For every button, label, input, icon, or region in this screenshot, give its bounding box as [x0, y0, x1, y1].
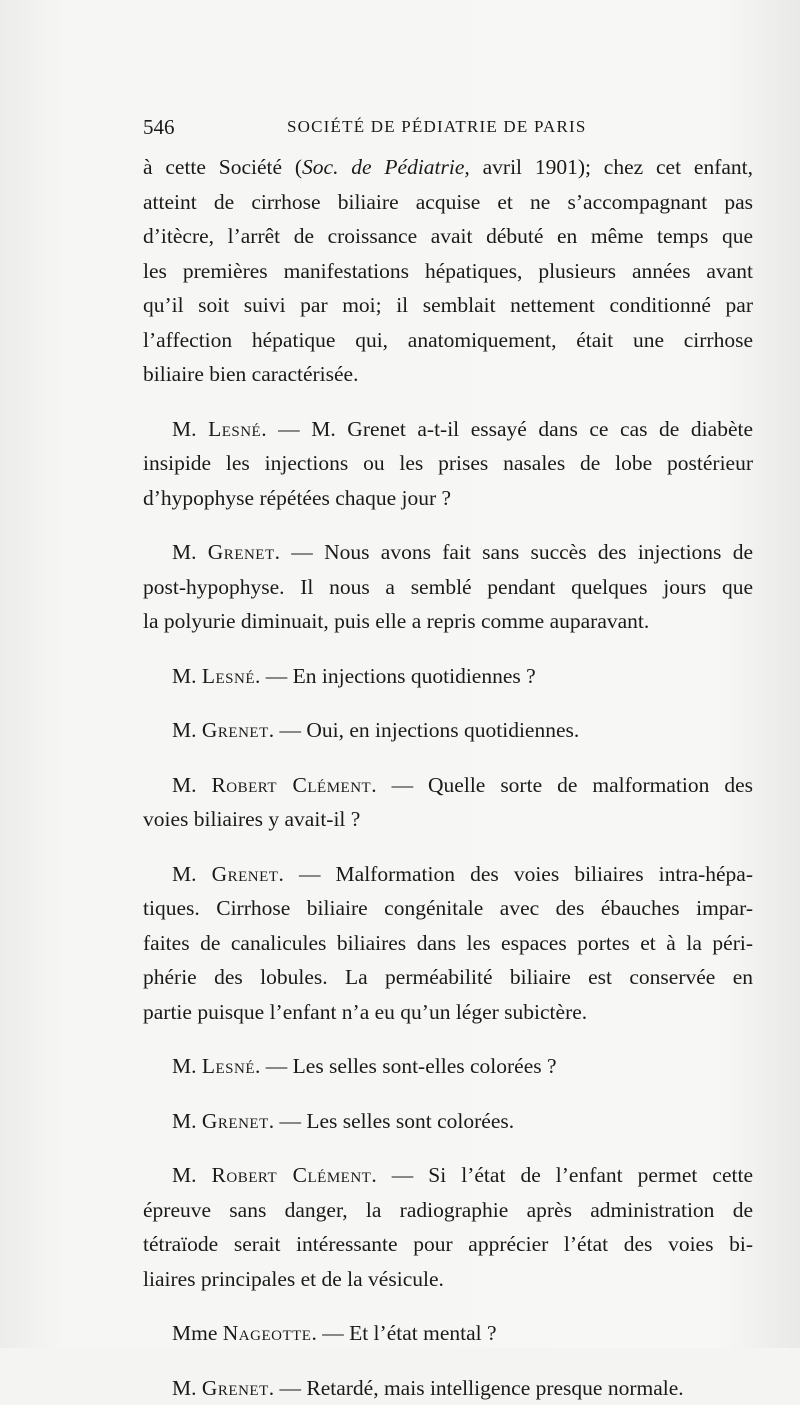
speaker-prefix: M. — [172, 417, 208, 441]
dialogue-paragraph — [143, 1049, 753, 1084]
text-segment: d’itècre, l’arrêt de croissance avait débuté en même temps que — [143, 224, 753, 248]
text-segment: biliaire bien caractérisée. — [143, 362, 358, 386]
speaker-prefix: M. — [172, 862, 212, 886]
text-line — [143, 960, 753, 995]
text-line — [143, 1371, 753, 1405]
dialogue-paragraph — [143, 535, 753, 639]
text-segment: l’affection hépatique qui, anatomiquement, était une cirrhose — [143, 328, 753, 352]
text-segment: . — Les selles sont colorées. — [269, 1109, 514, 1133]
text-segment: phérie des lobules. La perméabilité biliaire est conservée en — [143, 965, 753, 989]
text-line — [143, 926, 753, 961]
text-segment: . — Et l’état mental ? — [311, 1321, 496, 1345]
text-line — [143, 1262, 753, 1297]
dialogue-paragraph — [143, 768, 753, 837]
text-segment: . — Malformation des voies biliaires intra-hépa- — [278, 862, 753, 886]
text-segment: atteint de cirrhose biliaire acquise et ne s’accompagnant pas — [143, 190, 753, 214]
text-segment: . — Retardé, mais intelligence presque normale. — [269, 1376, 684, 1400]
text-segment: . — Nous avons fait sans succès des injections de — [275, 540, 753, 564]
text-line — [143, 150, 753, 185]
speaker-name: Grenet — [202, 1109, 269, 1133]
speaker-name: Grenet — [202, 1376, 269, 1400]
text-segment: partie puisque l’enfant n’a eu qu’un léger subictère. — [143, 1000, 587, 1024]
text-segment: tétraïode serait intéressante pour apprécier l’état des voies bi- — [143, 1232, 753, 1256]
speaker-prefix: M. — [172, 1376, 202, 1400]
text-segment: post-hypophyse. Il nous a semblé pendant quelques jours que — [143, 575, 753, 599]
text-segment: . — Quelle sorte de malformation des — [371, 773, 753, 797]
running-head — [143, 112, 753, 142]
speaker-prefix: M. — [172, 664, 202, 688]
text-line — [143, 323, 753, 358]
text-line — [143, 995, 753, 1030]
speaker-name: Nageotte — [223, 1321, 312, 1345]
text-segment: à cette Société ( — [143, 155, 302, 179]
text-segment: d’hypophyse répétées chaque jour ? — [143, 486, 451, 510]
text-line — [143, 185, 753, 220]
body-text — [143, 150, 753, 1405]
speaker-prefix: Mme — [172, 1321, 223, 1345]
journal-title: SOCIÉTÉ DE PÉDIATRIE DE PARIS — [287, 112, 587, 142]
text-segment: qu’il soit suivi par moi; il semblait nettement conditionné par — [143, 293, 753, 317]
speaker-name: Grenet — [212, 862, 279, 886]
speaker-prefix: M. — [172, 1163, 212, 1187]
speaker-prefix: M. — [172, 773, 211, 797]
text-segment: . — Oui, en injections quotidiennes. — [269, 718, 580, 742]
dialogue-paragraph — [143, 857, 753, 1030]
text-paragraph — [143, 150, 753, 392]
text-line — [143, 535, 753, 570]
speaker-prefix: M. — [172, 540, 208, 564]
speaker-name: Lesné — [202, 664, 255, 688]
dialogue-paragraph — [143, 412, 753, 516]
text-line — [143, 481, 753, 516]
text-segment: la polyurie diminuait, puis elle a repris comme auparavant. — [143, 609, 649, 633]
text-line — [143, 1104, 753, 1139]
text-line — [143, 1227, 753, 1262]
text-line — [143, 891, 753, 926]
speaker-prefix: M. — [172, 1054, 202, 1078]
text-line — [143, 446, 753, 481]
italic-citation: Soc. de Pédiatrie, — [302, 155, 470, 179]
text-segment: . — Les selles sont-elles colorées ? — [255, 1054, 557, 1078]
text-line — [143, 570, 753, 605]
text-line — [143, 1316, 753, 1351]
text-line — [143, 288, 753, 323]
text-line — [143, 604, 753, 639]
text-line — [143, 1049, 753, 1084]
dialogue-paragraph — [143, 1371, 753, 1405]
text-segment: épreuve sans danger, la radiographie après administration de — [143, 1198, 753, 1222]
page-number: 546 — [143, 112, 175, 142]
text-line — [143, 254, 753, 289]
text-segment: insipide les injections ou les prises nasales de lobe postérieur — [143, 451, 753, 475]
text-line — [143, 802, 753, 837]
dialogue-paragraph — [143, 713, 753, 748]
text-segment: . — M. Grenet a-t-il essayé dans ce cas de diabète — [261, 417, 753, 441]
text-line — [143, 219, 753, 254]
text-line — [143, 1193, 753, 1228]
text-segment: voies biliaires y avait-il ? — [143, 807, 360, 831]
text-line — [143, 659, 753, 694]
speaker-name: Lesné — [208, 417, 261, 441]
speaker-name: Lesné — [202, 1054, 255, 1078]
text-segment: avril 1901); chez cet enfant, — [470, 155, 753, 179]
text-line — [143, 1158, 753, 1193]
text-segment: tiques. Cirrhose biliaire congénitale avec des ébauches impar- — [143, 896, 753, 920]
text-segment: liaires principales et de la vésicule. — [143, 1267, 444, 1291]
text-line — [143, 857, 753, 892]
dialogue-paragraph — [143, 1104, 753, 1139]
text-line — [143, 768, 753, 803]
text-segment: faites de canalicules biliaires dans les espaces portes et à la péri- — [143, 931, 753, 955]
speaker-name: Robert Clément — [212, 1163, 372, 1187]
speaker-name: Grenet — [208, 540, 275, 564]
text-line — [143, 713, 753, 748]
text-segment: . — Si l’état de l’enfant permet cette — [371, 1163, 753, 1187]
speaker-name: Robert Clément — [211, 773, 371, 797]
text-line — [143, 412, 753, 447]
speaker-prefix: M. — [172, 718, 202, 742]
dialogue-paragraph — [143, 1316, 753, 1351]
dialogue-paragraph — [143, 1158, 753, 1296]
speaker-prefix: M. — [172, 1109, 202, 1133]
dialogue-paragraph — [143, 659, 753, 694]
text-segment: . — En injections quotidiennes ? — [255, 664, 536, 688]
text-segment: les premières manifestations hépatiques, plusieurs années avant — [143, 259, 753, 283]
speaker-name: Grenet — [202, 718, 269, 742]
text-line — [143, 357, 753, 392]
